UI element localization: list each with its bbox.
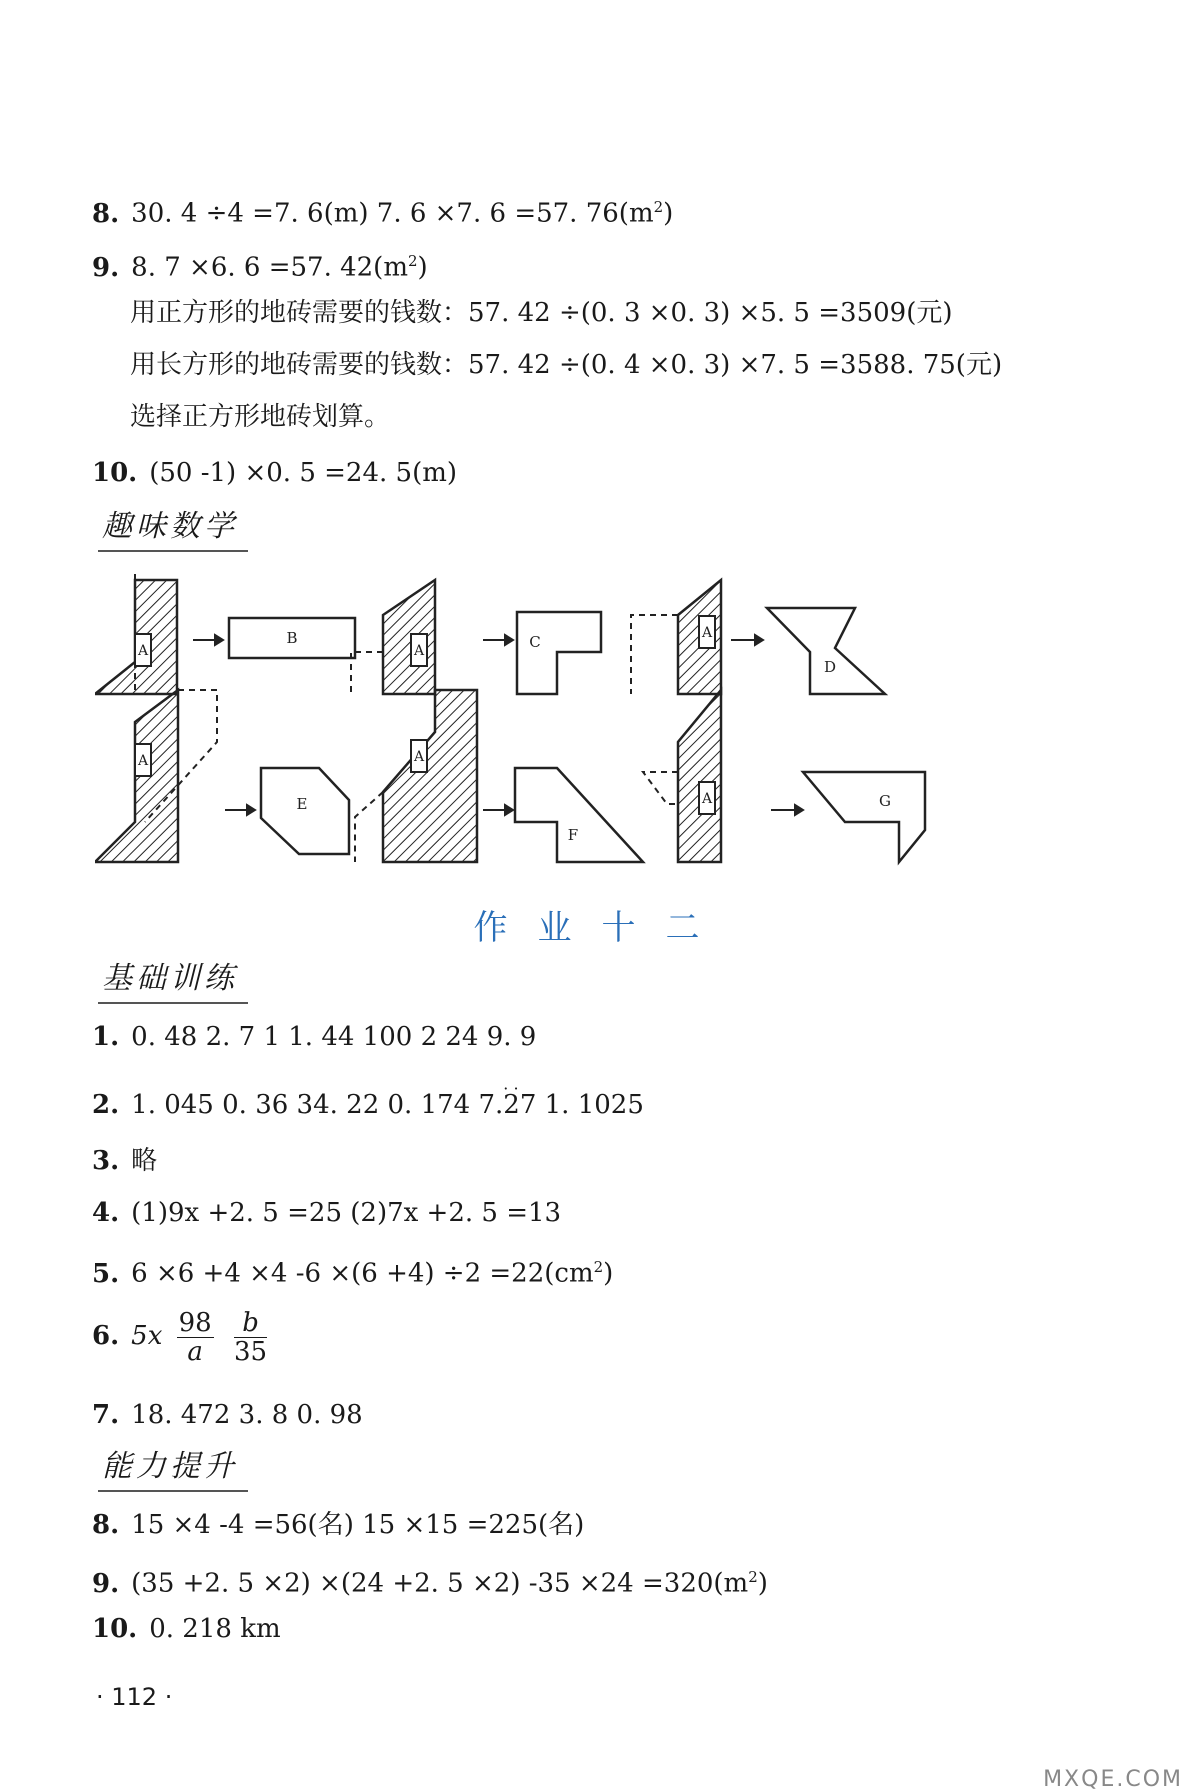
answer-number: 6. [92,1321,120,1351]
answer-text-tail: 1. 1025 [536,1090,644,1120]
shape-d [767,608,885,694]
answer-tail: ) [603,1258,614,1289]
answer-number: 5. [92,1258,120,1289]
label-f: F [567,826,579,844]
page-number: · 112 · [96,1683,173,1711]
ability-answer-9 [92,1560,768,1601]
repeating-decimal-digits: · · 27 [503,1090,536,1120]
label-b: B [286,629,298,647]
section-title-basic-training: 基础训练 [98,960,248,1004]
answer-number: 2. [92,1090,120,1120]
answer-tail: ) [417,252,428,283]
label-a: A [413,643,425,659]
superscript: 2 [748,1568,758,1586]
homework-heading: 作业十二 [473,908,730,948]
section-title-ability: 能力提升 [98,1448,248,1492]
answer-text: 15 ×4 -4 =56(名) 15 ×15 =225(名) [131,1510,585,1540]
hatched-shape-5 [383,690,477,862]
shape-f [515,768,643,862]
answer-text: (50 -1) ×0. 5 =24. 5(m) [149,458,458,488]
hatched-shape-6 [678,690,721,862]
answer-10 [92,456,457,490]
answer-text: 8. 7 ×6. 6 =57. 42(m [131,252,408,283]
section-title-fun-math: 趣味数学 [98,508,248,552]
superscript: 2 [407,252,418,270]
basic-answer-5 [92,1250,613,1291]
watermark: MXQE.COM [1043,1767,1183,1792]
answer-9-line-3: 选择正方形地砖划算。 [130,402,391,432]
fraction-98-over-a [177,1309,214,1366]
answer-number: 10. [92,458,138,488]
numerator: b [234,1309,267,1338]
answer-tail: ) [757,1568,768,1599]
answer-text: 30. 4 ÷4 =7. 6(m) 7. 6 ×7. 6 =57. 76(m [131,198,654,229]
basic-answer-6 [92,1306,273,1366]
shape-g [803,772,925,862]
denominator: 35 [234,1336,268,1367]
answer-9-line-1: 用正方形的地砖需要的钱数：57. 42 ÷(0. 3 ×0. 3) ×5. 5 =3509(元) [130,298,953,328]
answer-text: 18. 472 3. 8 0. 98 [131,1400,363,1430]
answer-text: 6 ×6 +4 ×4 -6 ×(6 +4) ÷2 =22(cm [131,1258,594,1289]
answer-number: 4. [92,1198,120,1228]
ability-answer-10 [92,1612,281,1646]
answer-number: 9. [92,252,120,283]
ability-answer-8 [92,1508,584,1542]
answer-number: 1. [92,1022,120,1052]
answer-tail: ) [663,198,674,229]
answer-8 [92,190,673,231]
answer-text: 5x [131,1321,163,1351]
answer-text: 1. 045 0. 36 34. 22 0. 174 7. [131,1090,504,1120]
fraction-b-over-35 [234,1309,267,1366]
label-a: A [137,753,149,769]
answer-number: 10. [92,1614,138,1644]
answer-number: 8. [92,198,120,229]
label-a: A [137,643,149,659]
label-d: D [823,658,837,676]
superscript: 2 [653,198,664,216]
denominator: a [187,1336,203,1367]
basic-answer-3 [92,1144,157,1178]
answer-number: 8. [92,1510,120,1540]
superscript: 2 [593,1258,604,1276]
shape-puzzle-figure [95,572,955,882]
basic-answer-4 [92,1196,561,1230]
basic-answer-1 [92,1020,536,1054]
label-a: A [701,791,713,807]
label-c: C [529,633,541,651]
shape-c [517,612,601,694]
answer-text: (35 +2. 5 ×2) ×(24 +2. 5 ×2) -35 ×24 =320(m [131,1568,749,1599]
answer-text: (1)9x +2. 5 =25 (2)7x +2. 5 =13 [131,1198,562,1228]
answer-text: 0. 48 2. 7 1 1. 44 100 2 24 9. 9 [131,1022,537,1052]
answer-number: 7. [92,1400,120,1430]
answer-9 [92,244,428,285]
answer-text: 0. 218 km [149,1614,281,1644]
basic-answer-7 [92,1398,363,1432]
label-a: A [701,625,713,641]
answer-number: 3. [92,1146,120,1176]
label-g: G [879,792,891,810]
basic-answer-2 [92,1088,644,1122]
answer-text: 略 [131,1146,158,1176]
answer-9-line-2: 用长方形的地砖需要的钱数：57. 42 ÷(0. 4 ×0. 3) ×7. 5 =3588. 75(元) [130,350,1003,380]
answer-number: 9. [92,1568,120,1599]
label-e: E [296,795,308,813]
label-a: A [413,749,425,765]
numerator: 98 [178,1307,212,1338]
